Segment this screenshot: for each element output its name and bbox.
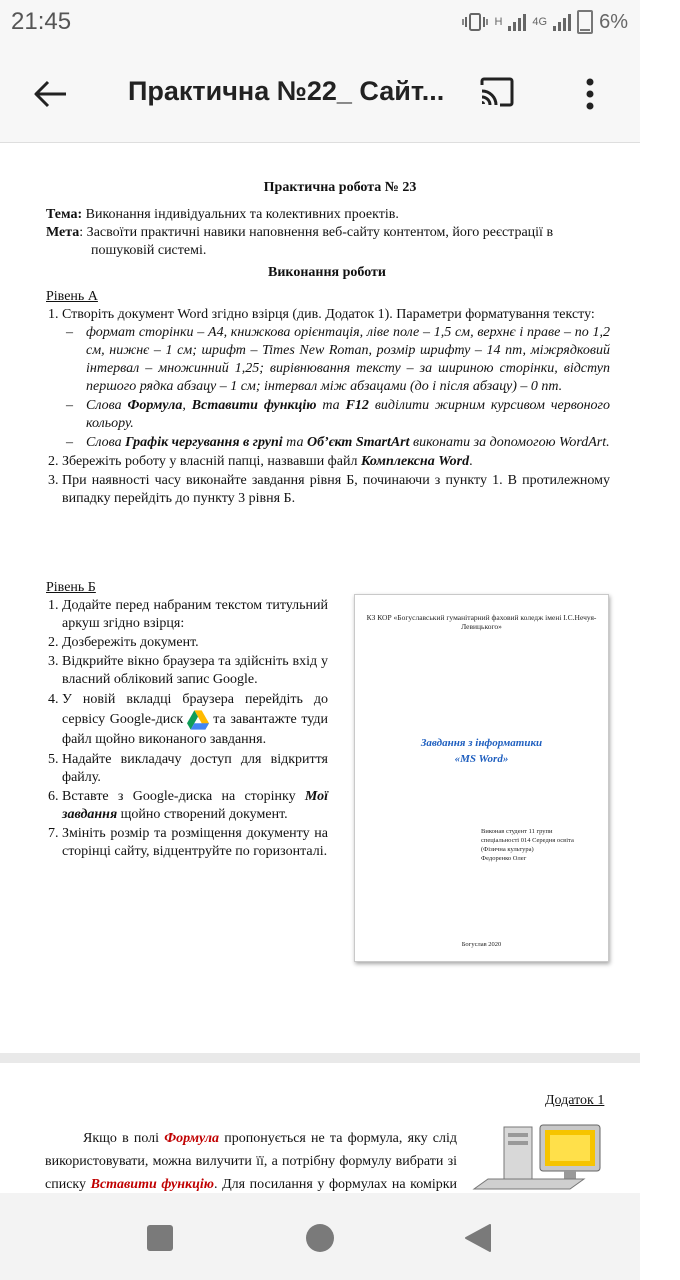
tema-text: Виконання індивідуальних та колективних проектів. (82, 207, 399, 222)
sample-author-line: Федоренко Олег (481, 855, 527, 862)
list-item: 3. При наявності часу виконайте завдання рівня Б, починаючи з пункту 1. В протилежному випадку перейдіть до пункту 3 рівня Б. (62, 472, 610, 508)
appendix-label: Додаток 1 (545, 1093, 605, 1108)
google-drive-icon (187, 710, 209, 730)
computer-icon (474, 1121, 614, 1191)
list-item-text: Об’єкт SmartArt (306, 435, 410, 450)
paragraph-text: . Для посилання у формулах на комірки (214, 1177, 458, 1192)
sample-subject (355, 735, 608, 767)
list-item-text: . (469, 454, 473, 469)
list-item-text: F12 (345, 398, 369, 413)
battery-icon (577, 10, 593, 34)
paragraph-text: пропонується не та формула, яку слід використовувати, можна вилучити її, а потрібну формулу вибрати зі списку (45, 1131, 457, 1192)
list-item-text: та (282, 435, 307, 450)
status-icons (462, 10, 628, 34)
list-item-text: та завантажте туди файл щойно виконаного завдання. (62, 712, 328, 748)
list-item: 2. Дозбережіть документ. (62, 634, 328, 652)
sample-subject-line: «MS Word» (454, 753, 509, 765)
list-item-text: та (316, 398, 346, 413)
list-item-text: Вставте з Google-диска на сторінку (62, 789, 305, 805)
list-item-text: виділити жирним курсивом червоного кольору. (86, 398, 611, 431)
back-triangle-icon[interactable] (464, 1223, 492, 1253)
sample-subject-line: Завдання з інформатики (420, 737, 543, 749)
list-item: – формат сторінки – А4, книжкова орієнтація, ліве поле – 1,5 см, верхнє і праве – по 1,2 см, нижнє – 1 см; шрифт – Times New Roman, розмір шрифту – 14 пт, міжрядковий інтервал – множинний 1,25; вирівнювання тексту – за шириною сторінки, відступ першого рядка абзацу – 1 см; інтервал між абзацами (до і після абзацу) – 0 пт. (64, 324, 610, 396)
network-type-label: H (494, 16, 503, 28)
list-item (62, 788, 328, 824)
list-item (62, 306, 610, 452)
tema-line (46, 206, 610, 224)
document-title: Практична №22_ Сайт... (128, 76, 445, 106)
navigation-bar (0, 1193, 640, 1280)
list-item (64, 397, 610, 433)
meta-line (46, 224, 610, 242)
tema-label: Тема: (46, 207, 83, 222)
page-heading: Практична робота № 23 (263, 180, 417, 195)
list-item-text: Формула (127, 398, 183, 413)
battery-level: 6% (599, 10, 628, 33)
sample-city: Богуслав 2020 (461, 941, 502, 948)
sample-author-line: Виконав студент 11 групи (481, 828, 553, 835)
status-time: 21:45 (11, 8, 72, 35)
list-item-text: Створіть документ Word згідно взірця (див. Додаток 1). Параметри форматування тексту: (62, 307, 595, 322)
sample-title-page (354, 594, 609, 962)
list-item-text: Слова (86, 435, 126, 450)
list-item-text: , (182, 398, 192, 413)
level-b-list (46, 597, 328, 862)
list-item-text: Слова (86, 398, 128, 413)
meta-text: : Засвоїти практичні навики наповнення веб-сайту контентом, його реєстрації в (79, 225, 554, 240)
more-vertical-icon[interactable] (578, 74, 602, 114)
level-a-heading: Рівень А (46, 289, 98, 304)
list-item-text: виконати за допомогою WordArt. (409, 435, 610, 450)
list-item-text: Вставити функцію (191, 398, 317, 413)
list-item (64, 434, 610, 452)
list-item: 1. Додайте перед набраним текстом титульний аркуш згідно взірця: (62, 597, 328, 633)
section-heading: Виконання роботи (268, 265, 386, 280)
list-item-text: Мої завдання (62, 789, 328, 823)
level-b-heading: Рівень Б (46, 580, 96, 595)
sample-author-line: (Фізична культура) (481, 846, 534, 853)
arrow-left-icon[interactable] (30, 74, 70, 114)
home-icon[interactable] (306, 1224, 334, 1252)
meta-line-2: пошуковій системі. (91, 243, 207, 258)
list-item: 5. Надайте викладачу доступ для відкриття файлу. (62, 751, 328, 787)
list-item-text: щойно створений документ. (117, 807, 288, 823)
status-bar (0, 0, 640, 46)
list-item-text: Графік чергування в групі (125, 435, 283, 450)
paragraph-text: Формула (164, 1131, 220, 1146)
recent-apps-icon[interactable] (147, 1225, 173, 1251)
list-item (62, 453, 610, 471)
meta-label: Мета (46, 225, 80, 240)
sample-college: КЗ КОР «Богуславський гуманітарний фаховий коледж імені І.С.Нечуя-Левицького» (366, 613, 597, 631)
paragraph-text: Якщо в полі (83, 1131, 165, 1146)
cast-icon[interactable] (478, 76, 516, 108)
list-item-text: У новій вкладці браузера перейдіть до сервісу Google-диск (62, 692, 328, 728)
list-item: 7. Змініть розмір та розміщення документу на сторінці сайту, відцентруйте по горизонталі. (62, 825, 328, 861)
list-item-text: Комплексна Word (360, 454, 470, 469)
level-a-list (46, 306, 610, 509)
list-item: 3. Відкрийте вікно браузера та здійсніть вхід у власний обліковий запис Google. (62, 653, 328, 689)
vibrate-icon (462, 12, 488, 32)
signal-icon (508, 13, 526, 31)
document-page-2 (0, 1063, 640, 1193)
sample-author (481, 827, 606, 863)
sample-author-line: спеціальності 014 Середня освіта (481, 837, 574, 844)
document-page-1 (0, 143, 640, 1053)
list-item (62, 690, 328, 750)
app-bar (0, 46, 640, 143)
signal-icon-2 (553, 13, 571, 31)
paragraph-text: Вставити функцію (90, 1177, 214, 1192)
network-type-label-2: 4G (532, 16, 548, 28)
list-item-text: Збережіть роботу у власній папці, назвавши файл (62, 454, 361, 469)
document-viewer[interactable] (0, 143, 640, 1193)
